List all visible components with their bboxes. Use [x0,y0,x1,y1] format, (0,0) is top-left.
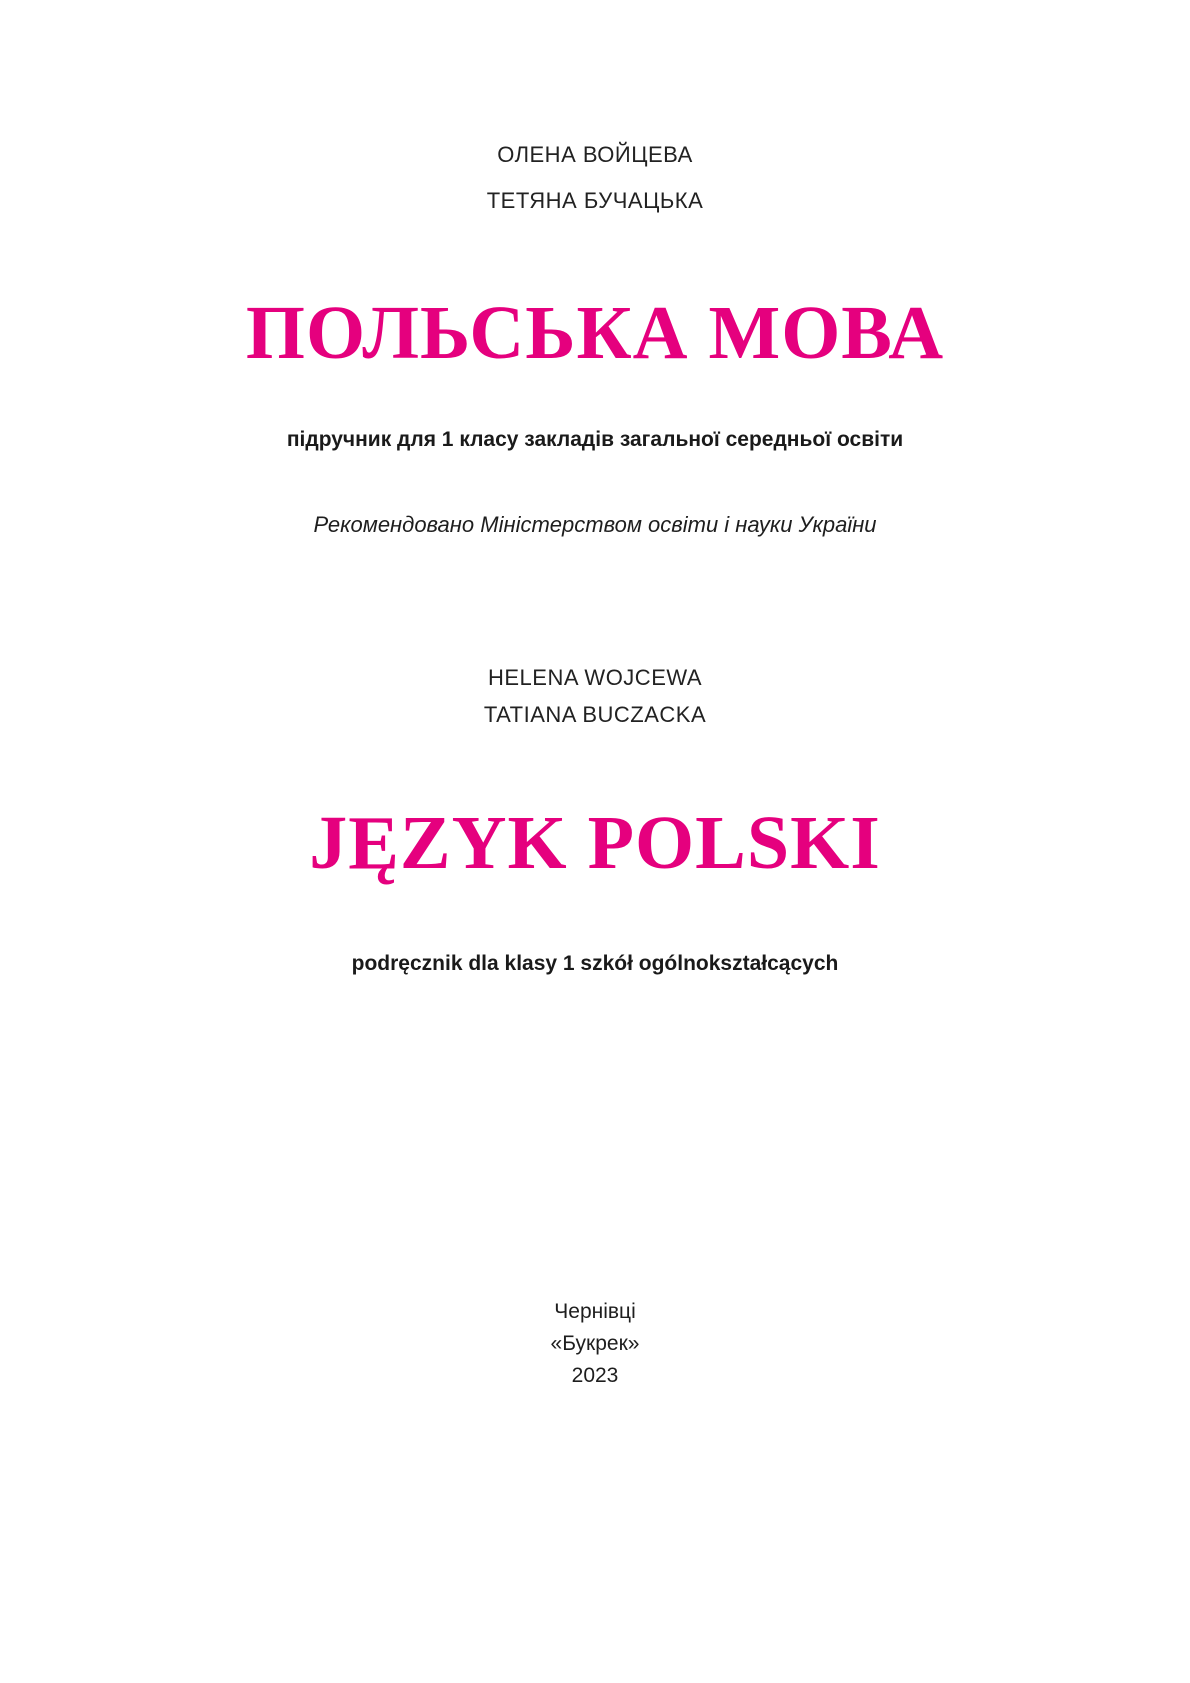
author-pl-2: TATIANA BUCZACKA [483,702,707,727]
imprint-publisher: «Букрек» [550,1332,640,1355]
ministry-recommendation: Рекомендовано Міністерством освіти і науки України [313,512,877,537]
subtitle-pl: podręcznik dla klasy 1 szkół ogólnokształcących [351,952,839,975]
imprint-city: Чернівці [554,1300,636,1323]
title-pl: JĘZYK POLSKI [309,801,881,885]
author-pl-1: HELENA WOJCEWA [488,665,702,690]
author-ua-2: ТЕТЯНА БУЧАЦЬКА [486,188,704,213]
author-ua-1: ОЛЕНА ВОЙЦЕВА [497,142,693,167]
imprint-year: 2023 [571,1364,619,1387]
title-ua: ПОЛЬСЬКА МОВА [245,291,945,375]
subtitle-ua: підручник для 1 класу закладів загальної середньої освіти [286,428,904,451]
